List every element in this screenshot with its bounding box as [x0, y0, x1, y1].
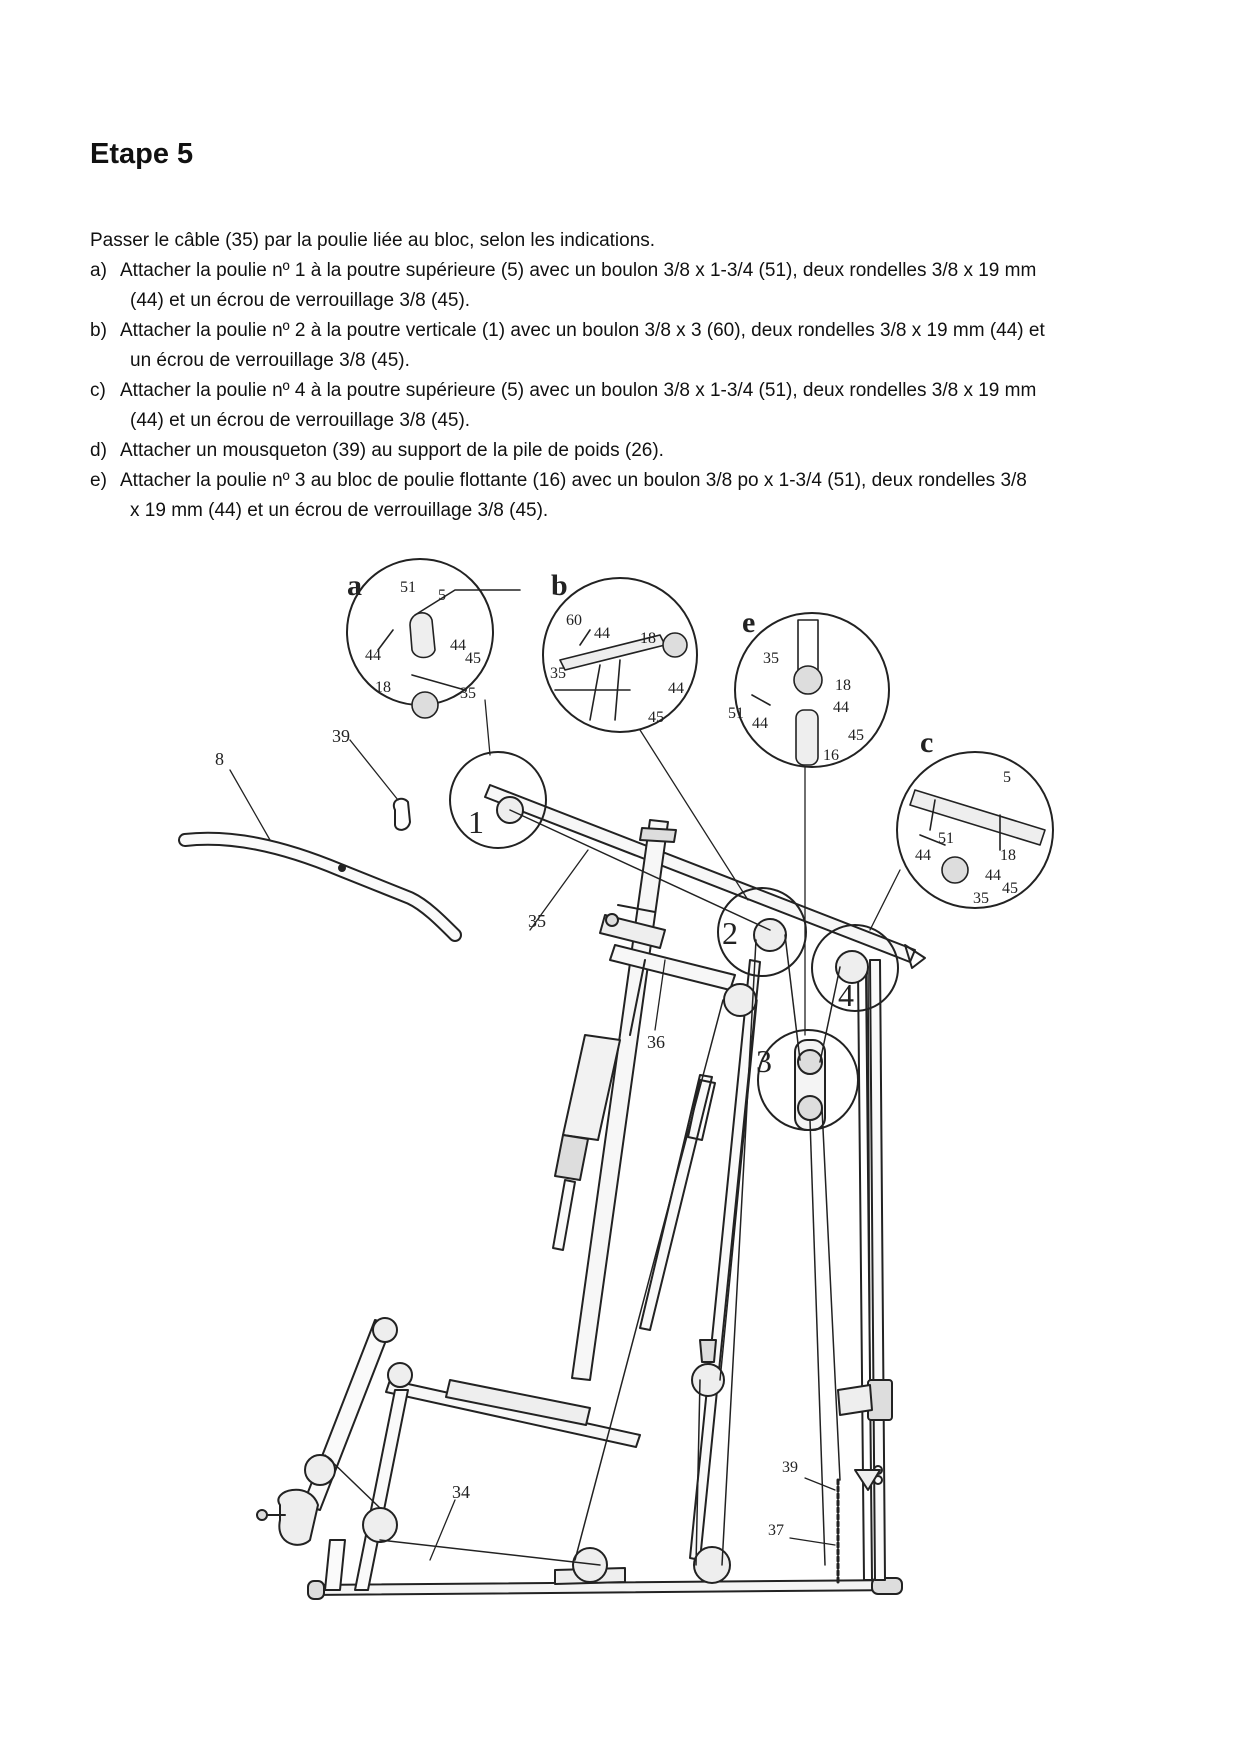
- pulley-36: [724, 984, 756, 1016]
- part-label: 5: [1003, 769, 1011, 786]
- pulley-number: 3: [756, 1043, 772, 1079]
- part-label: 44: [752, 715, 768, 732]
- part-label: 51: [400, 579, 416, 596]
- part-label: 8: [215, 749, 224, 769]
- part-label: 45: [648, 709, 664, 726]
- detail-letter-e: e: [742, 606, 756, 639]
- part-label: 35: [460, 685, 476, 702]
- leader-line: [230, 770, 270, 840]
- list-item: [90, 316, 1150, 376]
- part-label: 36: [647, 1032, 665, 1052]
- seat-post: [355, 1390, 408, 1590]
- pulley-3-top: [798, 1050, 822, 1074]
- part-label: 45: [1002, 880, 1018, 897]
- leader-line: [485, 700, 490, 755]
- cable: [785, 935, 800, 1060]
- part-label: 39: [332, 726, 350, 746]
- leg-arm-pivot: [373, 1318, 397, 1342]
- step-text-continued: (44) et un écrou de verrouillage 3/8 (45).: [130, 290, 471, 311]
- part-label: 35: [528, 911, 546, 931]
- list-marker: b): [90, 320, 107, 341]
- step-text: Attacher la poulie nº 2 à la poutre verticale (1) avec un boulon 3/8 x 3 (60), deux rondelles 3/8 x 19 mm (44) et: [120, 320, 1045, 341]
- lower-pulley: [694, 1547, 730, 1583]
- instruction-list: [90, 256, 1150, 526]
- cable: [720, 1000, 757, 1380]
- list-marker: a): [90, 260, 107, 281]
- part-label: 44: [594, 625, 610, 642]
- page-title: Etape 5: [90, 138, 194, 170]
- detail-letter-c: c: [920, 726, 934, 759]
- part-label: 18: [1000, 847, 1016, 864]
- step-text: Attacher la poulie nº 3 au bloc de poulie flottante (16) avec un boulon 3/8 po x 1-3/4 (51), deux rondelles 3/8: [120, 470, 1027, 491]
- list-item: [90, 256, 1150, 316]
- part-label: 44: [833, 699, 849, 716]
- step-text: Attacher la poulie nº 1 à la poutre supérieure (5) avec un boulon 3/8 x 1-3/4 (51), deux rondelles 3/8 x 19 mm: [120, 260, 1037, 281]
- part-label: 45: [465, 650, 481, 667]
- leader-line: [870, 870, 900, 930]
- list-marker: c): [90, 380, 106, 401]
- part-label: 44: [915, 847, 931, 864]
- leader-line: [430, 1500, 455, 1560]
- lower-pulley: [363, 1508, 397, 1542]
- cable: [820, 967, 840, 1062]
- part-label: 5: [438, 587, 446, 604]
- pulley-number: 2: [722, 915, 738, 951]
- list-item: [90, 436, 1150, 466]
- leader-line: [350, 740, 398, 800]
- carabiner: [394, 799, 410, 830]
- part-label: 35: [763, 650, 779, 667]
- list-item: [90, 466, 1150, 526]
- part-label: 44: [985, 867, 1001, 884]
- arm-knob: [606, 914, 618, 926]
- part-label: 45: [848, 727, 864, 744]
- top-beam: [485, 785, 915, 962]
- leg-roller: [278, 1490, 318, 1545]
- cable: [325, 1455, 380, 1508]
- list-marker: e): [90, 470, 107, 491]
- cylinder-lower: [555, 1135, 588, 1180]
- list-marker: d): [90, 440, 107, 461]
- part-label: 16: [823, 747, 839, 764]
- front-strut: [325, 1540, 345, 1590]
- rear-upright: [870, 960, 885, 1580]
- step-text: Attacher la poulie nº 4 à la poutre supérieure (5) avec un boulon 3/8 x 1-3/4 (51), deux rondelles 3/8 x 19 mm: [120, 380, 1037, 401]
- seat-rail: [386, 1380, 640, 1447]
- leg-arm-pulley: [388, 1363, 412, 1387]
- part-label: 51: [728, 705, 744, 722]
- lat-bar: [185, 839, 455, 935]
- part-label: 18: [835, 677, 851, 694]
- post-clamp: [640, 828, 676, 842]
- list-item: [90, 376, 1150, 436]
- part-label: 39: [782, 1459, 798, 1476]
- base-foot: [308, 1581, 324, 1599]
- cable: [822, 1108, 840, 1480]
- leader-line: [805, 1478, 835, 1490]
- step-text: Attacher un mousqueton (39) au support de la pile de poids (26).: [120, 440, 664, 461]
- mid-pulley-hook: [700, 1340, 716, 1362]
- step-text-continued: un écrou de verrouillage 3/8 (45).: [130, 350, 410, 371]
- part-label: 34: [452, 1482, 470, 1502]
- pulley-number: 4: [838, 977, 854, 1013]
- part-label: 18: [640, 630, 656, 647]
- leg-pin-knob: [257, 1510, 267, 1520]
- pulley-2: [754, 919, 786, 951]
- carriage-lever: [838, 1385, 872, 1415]
- assembly-diagram: [150, 540, 1130, 1620]
- lat-bar-fill: [185, 839, 455, 935]
- lower-pulley: [573, 1548, 607, 1582]
- part-label: 44: [365, 647, 381, 664]
- pulley-number: 1: [468, 804, 484, 840]
- mid-pulley: [692, 1364, 724, 1396]
- part-label: 37: [768, 1522, 784, 1539]
- support-post: [640, 1075, 712, 1330]
- cylinder-shaft: [553, 1180, 575, 1250]
- part-label: 60: [566, 612, 582, 629]
- cable: [380, 1540, 600, 1565]
- part-label: 44: [450, 637, 466, 654]
- step-text-continued: x 19 mm (44) et un écrou de verrouillage 3/8 (45).: [130, 500, 549, 521]
- pulley-3-bottom: [798, 1096, 822, 1120]
- lat-bar-clip: [339, 865, 345, 871]
- leader-line: [790, 1538, 835, 1545]
- part-label: 51: [938, 830, 954, 847]
- part-label: 35: [550, 665, 566, 682]
- intro-text: Passer le câble (35) par la poulie liée au bloc, selon les indications.: [90, 230, 656, 251]
- part-label: 44: [668, 680, 684, 697]
- part-label: 35: [973, 890, 989, 907]
- detail-letter-a: a: [347, 569, 362, 602]
- step-text-continued: (44) et un écrou de verrouillage 3/8 (45).: [130, 410, 471, 431]
- part-label: 18: [375, 679, 391, 696]
- cable: [810, 1120, 825, 1565]
- detail-letter-b: b: [551, 569, 568, 602]
